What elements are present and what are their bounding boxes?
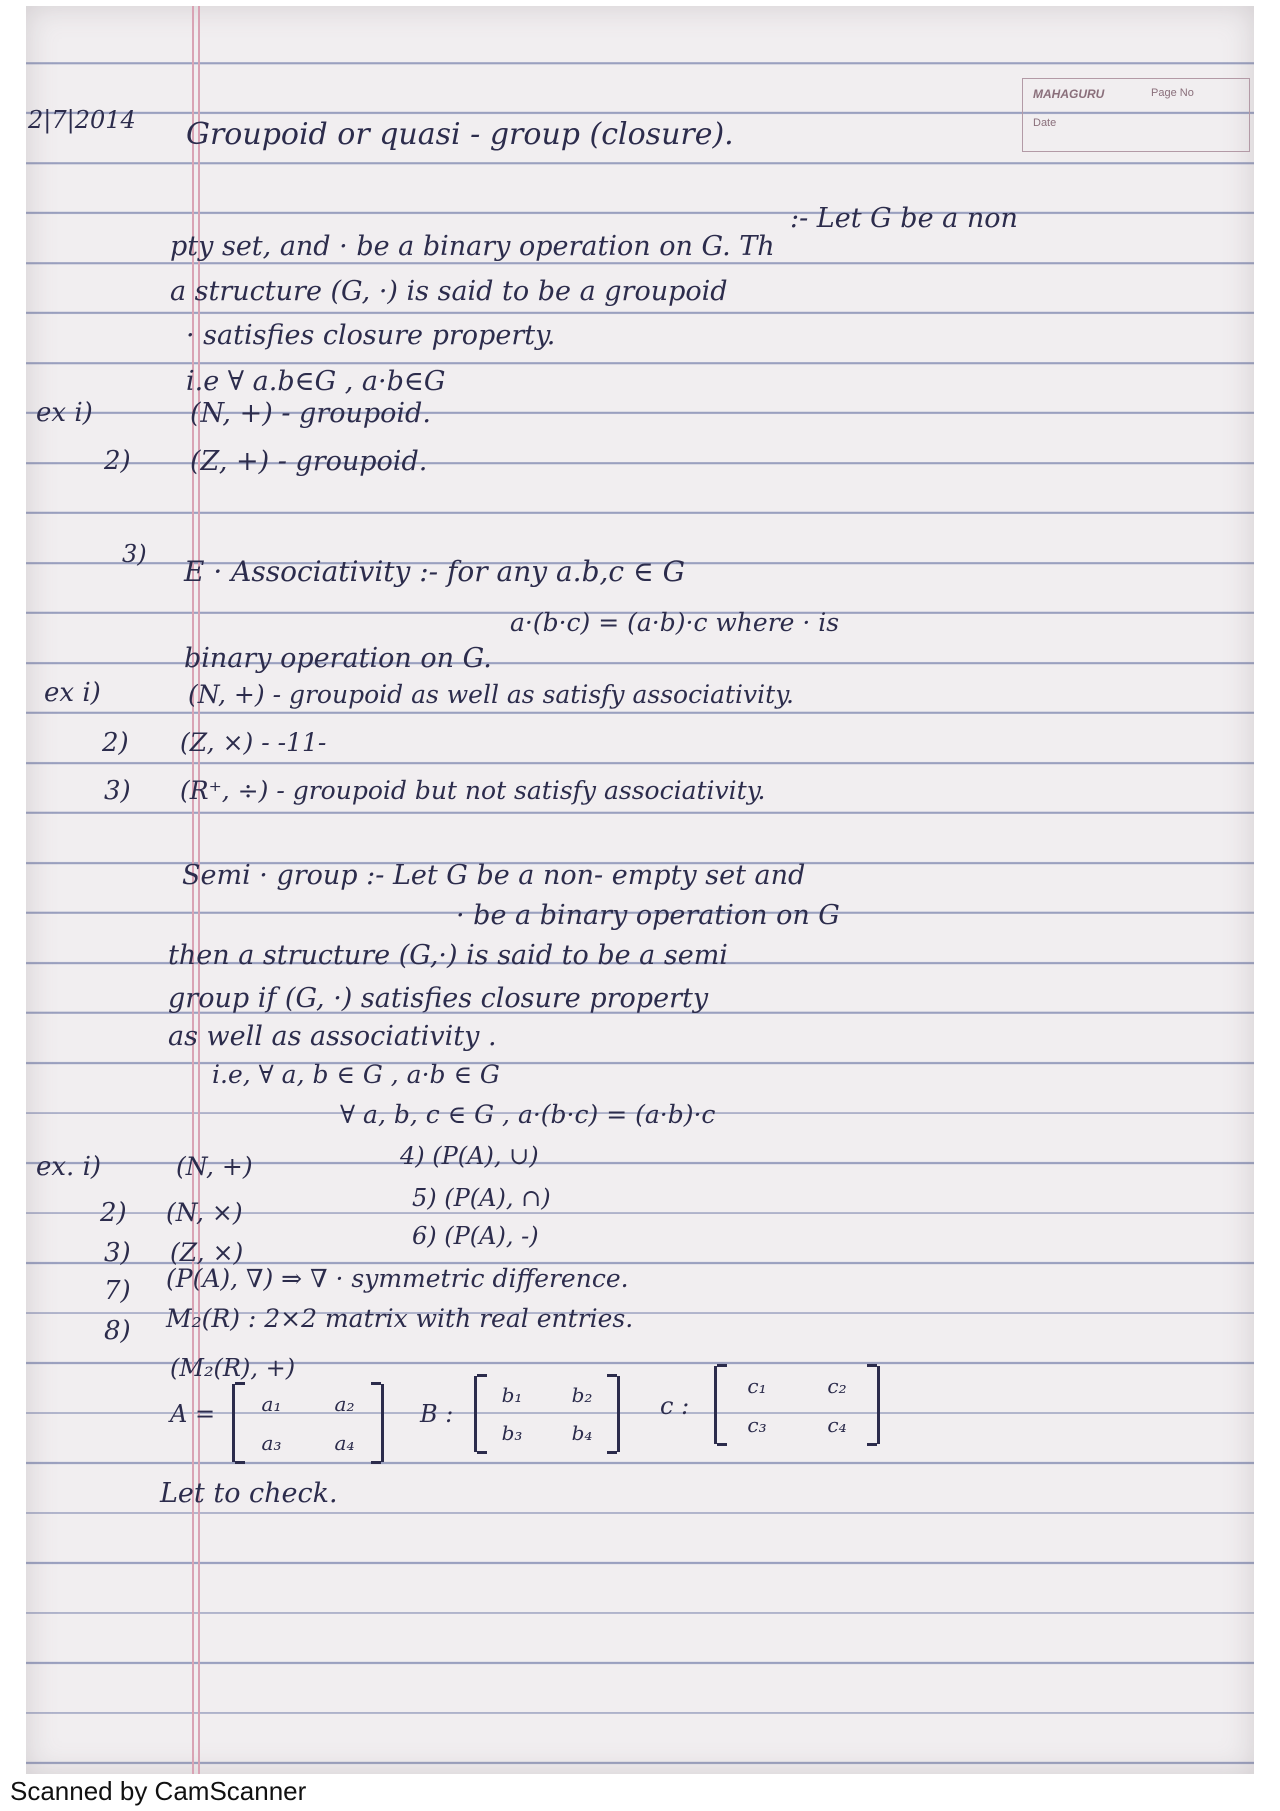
semigroup-definition: ∀ a, b, c ∈ G , a·(b·c) = (a·b)·c (340, 1100, 716, 1129)
matrix-entry: b₃ (501, 1421, 523, 1445)
example-text: (N, +) - groupoid. (190, 398, 431, 429)
matrix-c-label: c : (660, 1392, 690, 1420)
example-label: 2) (102, 728, 129, 758)
page-header-box (1022, 78, 1250, 152)
example-text: (Z, ×) - -11- (180, 728, 327, 757)
matrix-entry: a₂ (334, 1391, 355, 1416)
matrix-c (714, 1366, 880, 1444)
associativity-heading: E · Associativity :- for any a.b,c ∈ G (184, 555, 685, 588)
example-label: 7) (104, 1276, 131, 1306)
example-text: (N, +) - groupoid as well as satisfy associativity. (188, 680, 794, 709)
example-text: 6) (P(A), -) (412, 1222, 539, 1250)
semigroup-definition: group if (G, ·) satisfies closure property (168, 983, 709, 1014)
semigroup-definition: Semi · group :- Let G be a non- empty set and (182, 860, 806, 891)
matrix-a-label: A = (170, 1400, 216, 1428)
matrix-entry: b₄ (571, 1421, 593, 1445)
definition-line: · satisfies closure property. (186, 320, 556, 351)
matrix-b-label: B : (420, 1400, 454, 1428)
matrix-entry: a₄ (334, 1430, 355, 1455)
semigroup-definition: as well as associativity . (168, 1021, 497, 1052)
note-date: 2|7|2014 (28, 106, 136, 134)
example-text: (Z, +) - groupoid. (190, 446, 428, 477)
brand-logo: MAHAGURU (1033, 87, 1105, 101)
matrix-b (474, 1376, 620, 1452)
page-number-label: Page No (1151, 87, 1194, 99)
example-label: ex. i) (36, 1152, 102, 1182)
item-number: 3) (122, 540, 147, 568)
section-title: Groupoid or quasi - group (closure). (186, 117, 734, 152)
associativity-text: a·(b·c) = (a·b)·c where · is (510, 608, 840, 637)
date-label: Date (1033, 117, 1057, 129)
matrix-entry: a₃ (261, 1430, 282, 1455)
semigroup-definition: then a structure (G,·) is said to be a semi (168, 940, 728, 971)
definition-line: a structure (G, ·) is said to be a groupoid (170, 276, 728, 307)
example-text: 5) (P(A), ∩) (412, 1184, 551, 1212)
example-label: 3) (104, 1238, 131, 1268)
scanner-watermark: Scanned by CamScanner (10, 1776, 307, 1806)
example-text: 4) (P(A), ∪) (400, 1142, 539, 1170)
matrix-entry: a₁ (261, 1391, 282, 1416)
example-text: (Z, ×) (170, 1238, 244, 1267)
associativity-text: binary operation on G. (184, 643, 492, 674)
matrix-a (232, 1384, 384, 1462)
semigroup-definition: i.e, ∀ a, b ∈ G , a·b ∈ G (212, 1060, 500, 1089)
matrix-entry: c₂ (827, 1373, 847, 1398)
matrix-entry: b₂ (571, 1383, 593, 1407)
example-label: 8) (104, 1316, 131, 1346)
definition-line: :- Let G be a non (790, 203, 1018, 234)
closing-note: Let to check. (160, 1478, 338, 1509)
example-label: ex i) (44, 678, 101, 708)
matrix-entry: c₁ (747, 1373, 767, 1398)
example-text: (N, ×) (166, 1198, 243, 1227)
example-label: ex i) (36, 398, 93, 428)
definition-line: pty set, and · be a binary operation on G. Th (170, 231, 775, 262)
example-text: (N, +) (176, 1152, 253, 1181)
example-text: (R⁺, ÷) - groupoid but not satisfy associativity. (180, 776, 766, 805)
example-label: 3) (104, 776, 131, 806)
example-text: (M₂(R), +) (170, 1354, 296, 1382)
example-label: 2) (100, 1198, 127, 1228)
matrix-entry: c₄ (827, 1412, 847, 1437)
example-text: (P(A), ∇) ⇒ ∇ · symmetric difference. (166, 1264, 629, 1293)
definition-line: i.e ∀ a.b∈G , a·b∈G (186, 366, 446, 397)
semigroup-definition: · be a binary operation on G (456, 900, 840, 931)
matrix-entry: b₁ (501, 1383, 523, 1407)
matrix-entry: c₃ (747, 1412, 767, 1437)
example-text: M₂(R) : 2×2 matrix with real entries. (166, 1304, 634, 1333)
example-label: 2) (104, 446, 131, 476)
